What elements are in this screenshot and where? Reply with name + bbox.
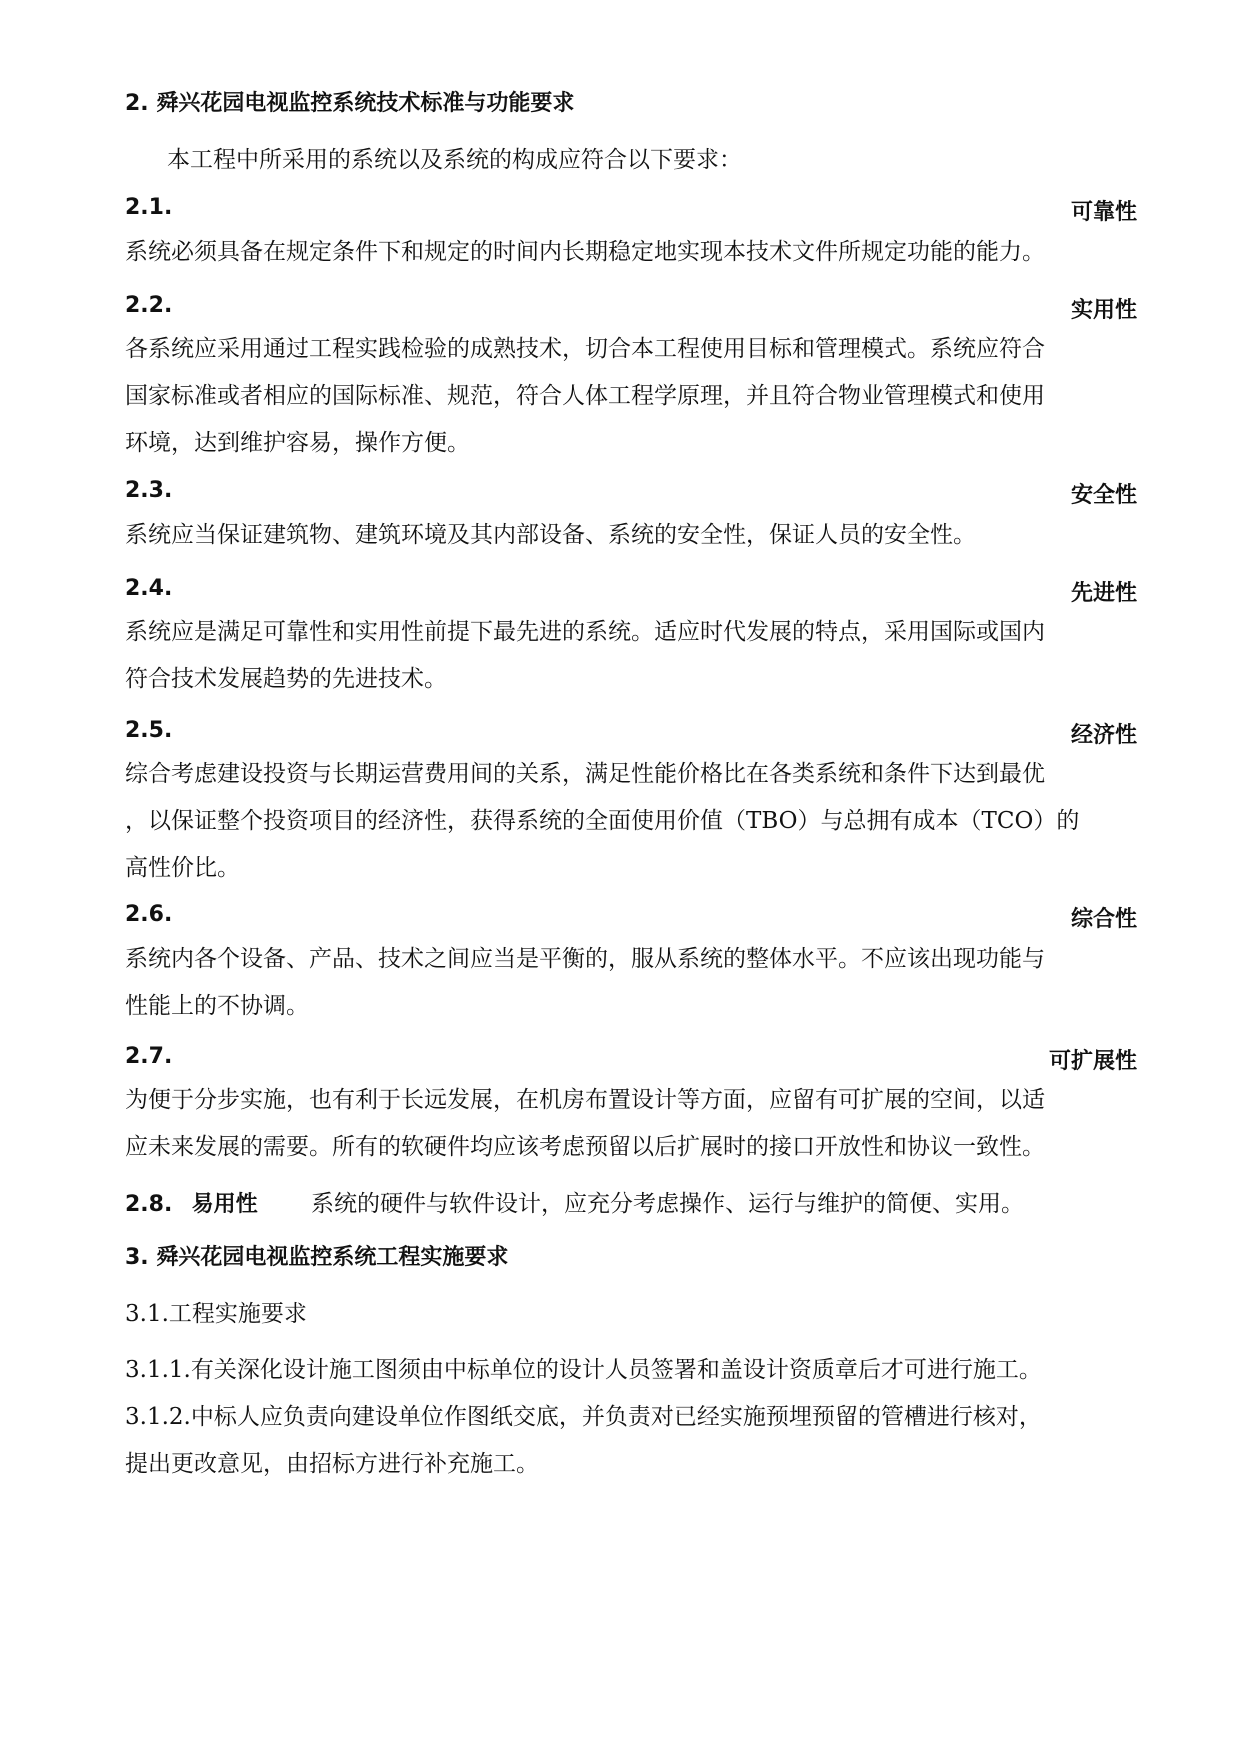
item-number: 2.8. xyxy=(125,1192,173,1217)
item-2-3-body xyxy=(125,512,1137,559)
item-title: 综合性 xyxy=(1070,907,1137,932)
item-2-7-body xyxy=(125,1077,1137,1171)
body-line: 性能上的不协调。 xyxy=(125,993,309,1019)
body-line: ，以保证整个投资项目的经济性，获得系统的全面使用价值（TBO）与总拥有成本（TCO）的 xyxy=(125,808,1080,834)
item-2-4-header xyxy=(125,576,1137,607)
item-2-8-row xyxy=(125,1185,1024,1218)
body-line: 系统应当保证建筑物、建筑环境及其内部设备、系统的安全性，保证人员的安全性。 xyxy=(125,522,976,548)
item-number: 2.5. xyxy=(125,718,173,743)
section-3-heading: 3. 舜兴花园电视监控系统工程实施要求 xyxy=(125,1245,509,1270)
paragraph-3-1-1: 3.1.1.有关深化设计施工图须由中标单位的设计人员签署和盖设计资质章后才可进行施工。 xyxy=(125,1357,1042,1383)
body-line: 应未来发展的需要。所有的软硬件均应该考虑预留以后扩展时的接口开放性和协议一致性。 xyxy=(125,1134,1045,1160)
body-line: 系统应是满足可靠性和实用性前提下最先进的系统。适应时代发展的特点，采用国际或国内 xyxy=(125,619,1045,645)
body-line: 系统内各个设备、产品、技术之间应当是平衡的，服从系统的整体水平。不应该出现功能与 xyxy=(125,946,1045,972)
item-2-2-body xyxy=(125,326,1137,467)
item-2-1-header xyxy=(125,195,1137,226)
item-title: 可扩展性 xyxy=(1048,1049,1137,1074)
item-2-4-body xyxy=(125,609,1137,703)
item-2-7-header xyxy=(125,1044,1137,1075)
item-2-6-header xyxy=(125,902,1137,933)
section-2-heading: 2. 舜兴花园电视监控系统技术标准与功能要求 xyxy=(125,91,575,116)
item-title: 安全性 xyxy=(1070,483,1137,508)
item-title: 先进性 xyxy=(1070,581,1137,606)
body-line: 综合考虑建设投资与长期运营费用间的关系，满足性能价格比在各类系统和条件下达到最优 xyxy=(125,761,1045,787)
body-line: 符合技术发展趋势的先进技术。 xyxy=(125,666,447,692)
body-line: 各系统应采用通过工程实践检验的成熟技术，切合本工程使用目标和管理模式。系统应符合 xyxy=(125,336,1045,362)
body-line: 系统必须具备在规定条件下和规定的时间内长期稳定地实现本技术文件所规定功能的能力。 xyxy=(125,239,1045,265)
body-line: 3.1.2.中标人应负责向建设单位作图纸交底，并负责对已经实施预埋预留的管槽进行核对， xyxy=(125,1404,1042,1430)
item-2-5-body xyxy=(125,751,1137,892)
body-line: 为便于分步实施，也有利于长远发展，在机房布置设计等方面，应留有可扩展的空间，以适 xyxy=(125,1087,1045,1113)
body-line: 国家标准或者相应的国际标准、规范，符合人体工程学原理，并且符合物业管理模式和使用 xyxy=(125,383,1045,409)
item-number: 2.2. xyxy=(125,293,173,318)
item-2-5-header xyxy=(125,718,1137,749)
item-2-2-header xyxy=(125,293,1137,324)
item-title: 实用性 xyxy=(1070,298,1137,323)
item-number: 2.3. xyxy=(125,478,173,503)
item-number: 2.7. xyxy=(125,1044,173,1069)
item-2-1-body xyxy=(125,229,1137,276)
item-title: 易用性 xyxy=(191,1192,258,1217)
item-text: 系统的硬件与软件设计，应充分考虑操作、运行与维护的简便、实用。 xyxy=(310,1191,1024,1217)
item-number: 2.4. xyxy=(125,576,173,601)
body-line: 高性价比。 xyxy=(125,855,240,881)
paragraph-3-1-2 xyxy=(125,1394,1137,1488)
section-3-1-subheading: 3.1.工程实施要求 xyxy=(125,1301,307,1327)
item-2-3-header xyxy=(125,478,1137,509)
item-title: 可靠性 xyxy=(1070,200,1137,225)
section-2-intro: 本工程中所采用的系统以及系统的构成应符合以下要求： xyxy=(167,147,742,173)
item-number: 2.1. xyxy=(125,195,173,220)
body-line: 提出更改意见，由招标方进行补充施工。 xyxy=(125,1451,539,1477)
body-line: 环境，达到维护容易，操作方便。 xyxy=(125,430,470,456)
item-number: 2.6. xyxy=(125,902,173,927)
item-title: 经济性 xyxy=(1070,723,1137,748)
document-page xyxy=(125,0,1137,1754)
item-2-6-body xyxy=(125,936,1137,1030)
